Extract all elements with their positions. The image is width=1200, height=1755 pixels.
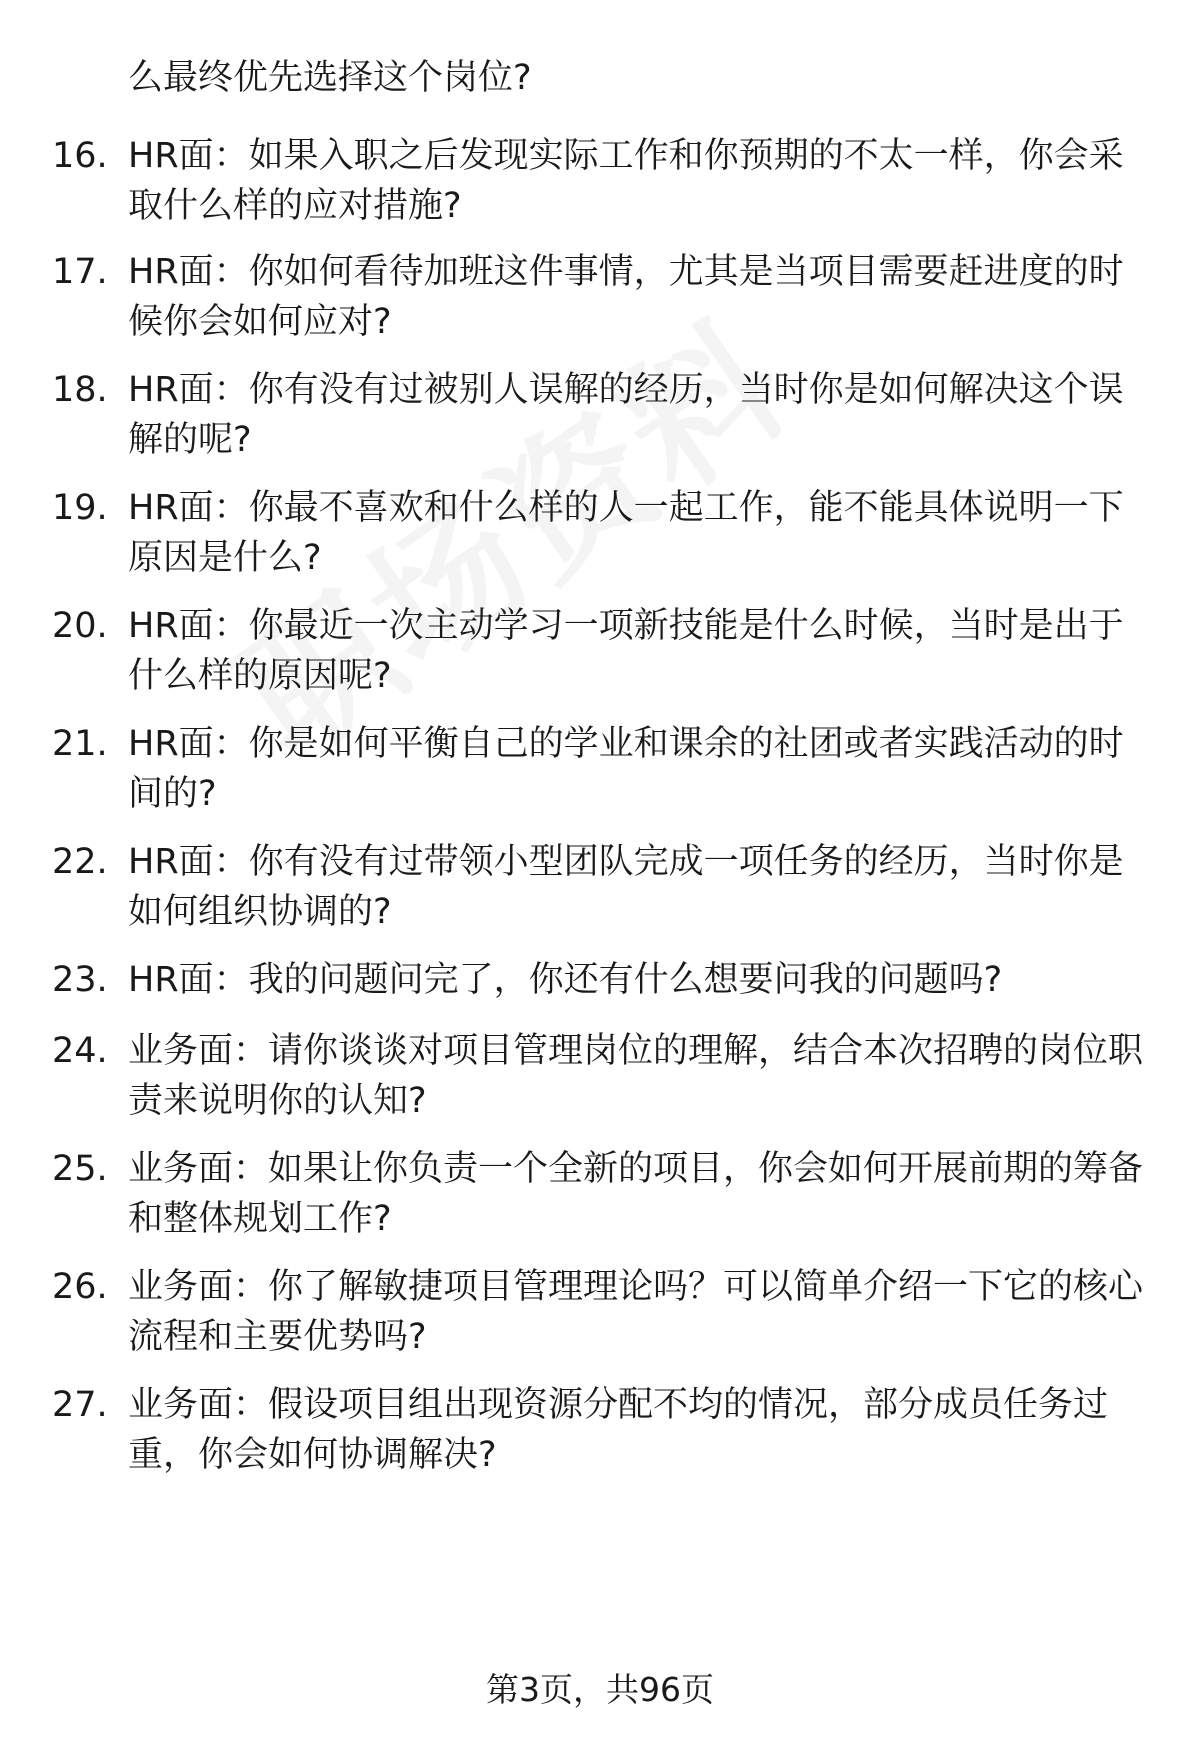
question-text: HR面：你是如何平衡自己的学业和课余的社团或者实践活动的时间的? [128,724,1124,814]
question-text: 业务面：假设项目组出现资源分配不均的情况，部分成员任务过重，你会如何协调解决? [128,1385,1109,1475]
question-text: HR面：你最近一次主动学习一项新技能是什么时候，当时是出于什么样的原因呢? [128,606,1124,696]
question-text: HR面：你如何看待加班这件事情，尤其是当项目需要赶进度的时候你会如何应对? [128,252,1124,342]
question-number: 25. [52,1149,108,1189]
question-number: 18. [52,370,108,410]
question-number: 16. [52,136,108,176]
question-number: 26. [52,1267,108,1307]
question-text: HR面：我的问题问完了，你还有什么想要问我的问题吗? [128,960,1003,1000]
question-text: 业务面：你了解敏捷项目管理理论吗？可以简单介绍一下它的核心流程和主要优势吗? [128,1267,1144,1357]
question-number: 17. [52,252,108,292]
page-number-footer: 第3页，共96页 [486,1670,714,1709]
question-text: 么最终优先选择这个岗位? [128,58,532,98]
question-number: 23. [52,960,108,1000]
question-text: 业务面：如果让你负责一个全新的项目，你会如何开展前期的筹备和整体规划工作? [128,1149,1144,1239]
question-text: 业务面：请你谈谈对项目管理岗位的理解，结合本次招聘的岗位职责来说明你的认知? [128,1031,1144,1121]
question-number: 24. [52,1031,108,1071]
question-text: HR面：如果入职之后发现实际工作和你预期的不太一样，你会采取什么样的应对措施? [128,136,1124,226]
question-text: HR面：你有没有过被别人误解的经历，当时你是如何解决这个误解的呢? [128,370,1124,460]
question-text: HR面：你有没有过带领小型团队完成一项任务的经历，当时你是如何组织协调的? [128,842,1124,932]
question-number: 22. [52,842,108,882]
question-number: 27. [52,1385,108,1425]
question-text: HR面：你最不喜欢和什么样的人一起工作，能不能具体说明一下原因是什么? [128,488,1124,578]
question-number: 21. [52,724,108,764]
question-number: 20. [52,606,108,646]
question-number: 19. [52,488,108,528]
